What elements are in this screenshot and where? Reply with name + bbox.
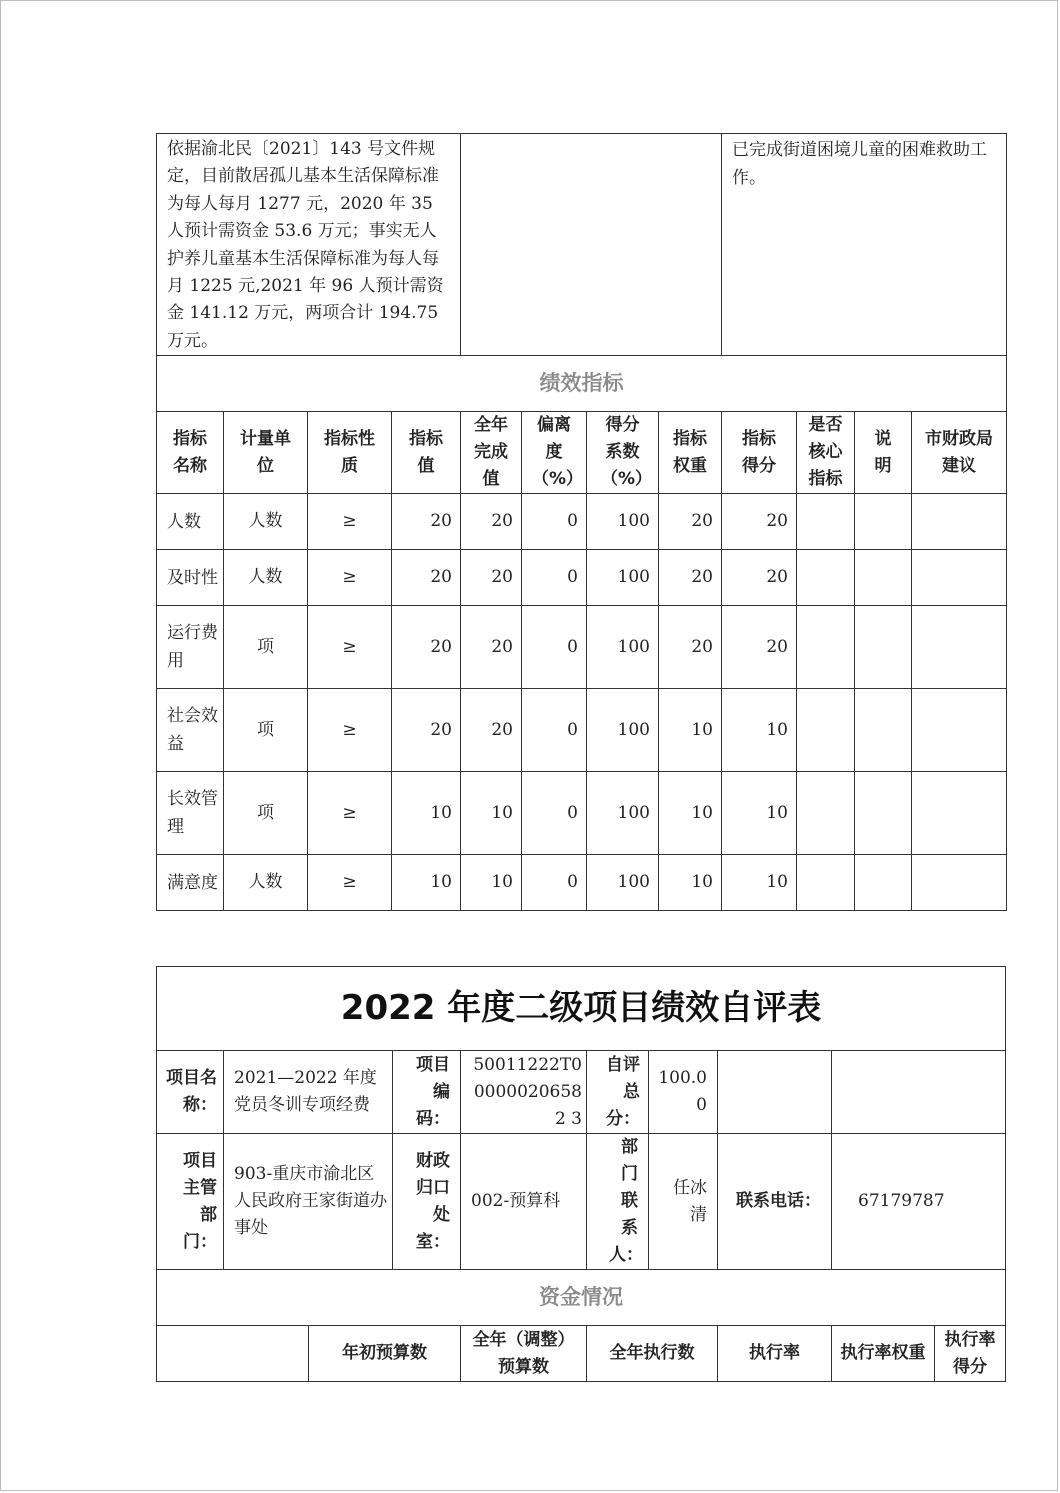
deviation-cell: 0 — [522, 550, 587, 606]
funds-header-blank — [157, 1326, 309, 1382]
score-cell: 20 — [722, 494, 797, 550]
target-cell: 20 — [392, 689, 461, 772]
nature-cell: ≥ — [308, 689, 392, 772]
nature-cell: ≥ — [308, 550, 392, 606]
indicator-name: 社会效益 — [157, 689, 224, 772]
dept-label: 项目主管部门： — [157, 1134, 224, 1270]
unit-cell: 项 — [224, 689, 308, 772]
funds-header-initial-budget: 年初预算数 — [309, 1326, 461, 1382]
header-cell: 指标性质 — [308, 412, 392, 494]
weight-cell: 10 — [659, 855, 722, 911]
deviation-cell: 0 — [522, 689, 587, 772]
advice-cell — [912, 606, 1007, 689]
nature-cell: ≥ — [308, 772, 392, 855]
form-title: 2022 年度二级项目绩效自评表 — [157, 967, 1006, 1051]
phone-number: 67179787 — [832, 1134, 1006, 1270]
header-cell: 市财政局建议 — [912, 412, 1007, 494]
blank-cell — [718, 1051, 832, 1134]
note-cell — [855, 689, 912, 772]
core-cell — [797, 689, 855, 772]
header-cell: 指标权重 — [659, 412, 722, 494]
target-cell: 10 — [392, 855, 461, 911]
header-cell: 全年完成值 — [461, 412, 522, 494]
note-cell — [855, 550, 912, 606]
table-row — [157, 772, 1007, 855]
target-cell: 20 — [392, 550, 461, 606]
advice-cell — [912, 494, 1007, 550]
weight-cell: 10 — [659, 772, 722, 855]
table-row — [157, 550, 1007, 606]
actual-cell: 20 — [461, 606, 522, 689]
contact-name: 任冰清 — [649, 1134, 718, 1270]
header-cell: 指标名称 — [157, 412, 224, 494]
note-cell — [855, 772, 912, 855]
actual-cell: 20 — [461, 494, 522, 550]
weight-cell: 20 — [659, 550, 722, 606]
core-cell — [797, 606, 855, 689]
indicator-name: 运行费用 — [157, 606, 224, 689]
note-cell — [855, 494, 912, 550]
header-cell: 是否核心指标 — [797, 412, 855, 494]
core-cell — [797, 772, 855, 855]
coefficient-cell: 100 — [587, 494, 659, 550]
table-row — [157, 606, 1007, 689]
core-cell — [797, 494, 855, 550]
project-name-label: 项目名称： — [157, 1051, 224, 1134]
nature-cell: ≥ — [308, 494, 392, 550]
header-cell: 得分系数（%） — [587, 412, 659, 494]
weight-cell: 10 — [659, 689, 722, 772]
unit-cell: 人数 — [224, 550, 308, 606]
advice-cell — [912, 550, 1007, 606]
coefficient-cell: 100 — [587, 772, 659, 855]
coefficient-cell: 100 — [587, 855, 659, 911]
perf-header-row — [157, 412, 1007, 494]
deviation-cell: 0 — [522, 494, 587, 550]
phone-label: 联系电话： — [718, 1134, 832, 1270]
result-cell — [722, 134, 1007, 356]
header-cell: 指标值 — [392, 412, 461, 494]
nature-cell: ≥ — [308, 606, 392, 689]
score-cell: 20 — [722, 550, 797, 606]
contact-label: 部门联系人： — [587, 1134, 649, 1270]
self-evaluation-form — [156, 966, 1006, 1382]
basis-cell — [157, 134, 461, 356]
deviation-cell: 0 — [522, 855, 587, 911]
target-cell: 10 — [392, 772, 461, 855]
indicator-name: 及时性 — [157, 550, 224, 606]
finance-office-label: 财政归口处室： — [393, 1134, 461, 1270]
note-cell — [855, 855, 912, 911]
project-name: 2021—2022 年度党员冬训专项经费 — [224, 1051, 393, 1134]
indicator-name: 人数 — [157, 494, 224, 550]
target-cell: 20 — [392, 606, 461, 689]
indicator-name: 长效管理 — [157, 772, 224, 855]
finance-office: 002-预算科 — [461, 1134, 587, 1270]
coefficient-cell: 100 — [587, 689, 659, 772]
unit-cell: 项 — [224, 772, 308, 855]
unit-cell: 项 — [224, 606, 308, 689]
actual-cell: 20 — [461, 550, 522, 606]
project-code: 50011222T000000206582 3 — [461, 1051, 587, 1134]
funds-section-title: 资金情况 — [157, 1270, 1006, 1326]
funds-header-row — [157, 1326, 1006, 1382]
actual-cell: 10 — [461, 772, 522, 855]
actual-cell: 10 — [461, 855, 522, 911]
funds-header-adjusted-budget: 全年（调整）预算数 — [461, 1326, 587, 1382]
coefficient-cell: 100 — [587, 550, 659, 606]
basis-text: 依据渝北民〔2021〕143 号文件规定，目前散居孤儿基本生活保障标准为每人每月 1277 元，2020 年 35 人预计需资金 53.6 万元；事实无人护养儿童基本生活保障标准为每人每月 1225 元,2021 年 96 人预计需资金 141.12 万元，两项合计 194.75 万元。 — [167, 139, 444, 351]
core-cell — [797, 855, 855, 911]
funds-header-rate: 执行率 — [718, 1326, 832, 1382]
header-cell: 计量单位 — [224, 412, 308, 494]
core-cell — [797, 550, 855, 606]
score-cell: 10 — [722, 689, 797, 772]
header-cell: 指标得分 — [722, 412, 797, 494]
table-row — [157, 494, 1007, 550]
score-cell: 10 — [722, 772, 797, 855]
funds-header-executed: 全年执行数 — [587, 1326, 718, 1382]
indicator-name: 满意度 — [157, 855, 224, 911]
self-score: 100.00 — [649, 1051, 718, 1134]
note-cell — [855, 606, 912, 689]
weight-cell: 20 — [659, 606, 722, 689]
advice-cell — [912, 772, 1007, 855]
performance-table — [156, 133, 1007, 911]
table-row — [157, 855, 1007, 911]
header-cell: 偏离度（%） — [522, 412, 587, 494]
score-cell: 20 — [722, 606, 797, 689]
deviation-cell: 0 — [522, 772, 587, 855]
score-cell: 10 — [722, 855, 797, 911]
blank-cell — [832, 1051, 1006, 1134]
middle-cell — [461, 134, 722, 356]
perf-section-title: 绩效指标 — [157, 356, 1007, 412]
unit-cell: 人数 — [224, 855, 308, 911]
result-text: 已完成街道困境儿童的困难救助工作。 — [732, 140, 987, 188]
dept-name: 903-重庆市渝北区人民政府王家街道办事处 — [224, 1134, 393, 1270]
unit-cell: 人数 — [224, 494, 308, 550]
target-cell: 20 — [392, 494, 461, 550]
funds-header-rate-weight: 执行率权重 — [832, 1326, 935, 1382]
weight-cell: 20 — [659, 494, 722, 550]
deviation-cell: 0 — [522, 606, 587, 689]
advice-cell — [912, 855, 1007, 911]
nature-cell: ≥ — [308, 855, 392, 911]
self-score-label: 自评总分： — [587, 1051, 649, 1134]
advice-cell — [912, 689, 1007, 772]
actual-cell: 20 — [461, 689, 522, 772]
funds-header-rate-score: 执行率得分 — [935, 1326, 1006, 1382]
project-code-label: 项目编码： — [393, 1051, 461, 1134]
table-row — [157, 689, 1007, 772]
coefficient-cell: 100 — [587, 606, 659, 689]
header-cell: 说明 — [855, 412, 912, 494]
